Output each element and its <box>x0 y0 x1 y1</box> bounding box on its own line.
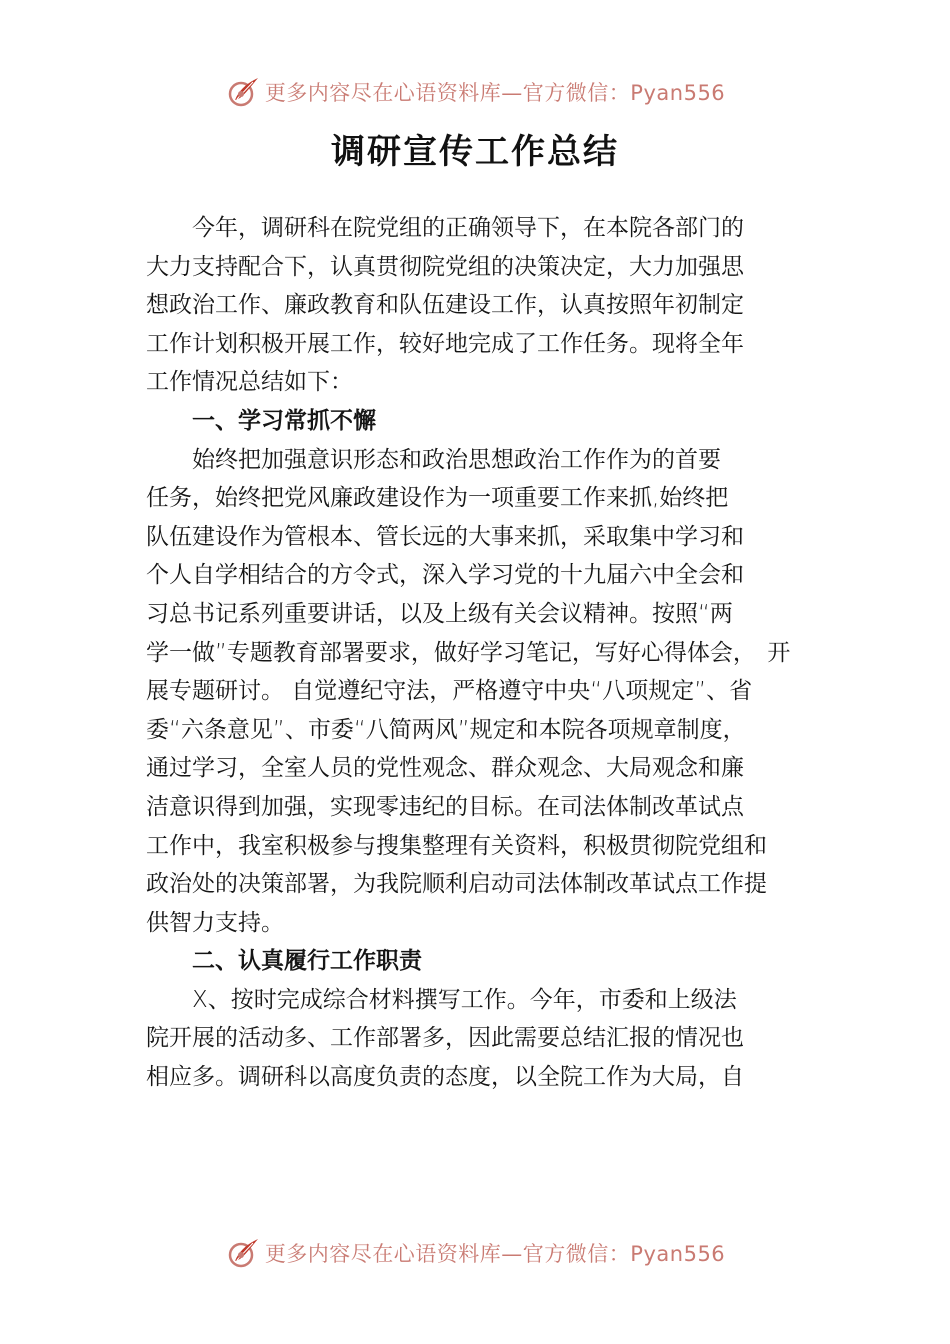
text-line: X、按时完成综合材料撰写工作。今年，市委和上级法 <box>146 986 737 1013</box>
text-line: 工作情况总结如下： <box>146 369 353 396</box>
text-line: 院开展的活动多、工作部署多，因此需要总结汇报的情况也 <box>146 1025 744 1052</box>
text-line: 想政治工作、廉政教育和队伍建设工作，认真按照年初制定 <box>146 292 744 319</box>
text-line: 展专题研讨。 自觉遵纪守法，严格遵守中央“八项规定”、省 <box>146 678 753 705</box>
watermark-header <box>0 72 950 112</box>
text-line: 工作计划积极开展工作，较好地完成了工作任务。现将全年 <box>146 330 744 357</box>
text-line: 队伍建设作为管根本、管长远的大事来抓，采取集中学习和 <box>146 523 744 550</box>
watermark-footer <box>0 1233 950 1273</box>
text-line: 大力支持配合下，认真贯彻院党组的决策决定，大力加强思 <box>146 253 744 280</box>
text-line: 供智力支持。 <box>146 909 284 936</box>
section-heading: 一、学习常抓不懈 <box>146 407 376 434</box>
watermark-text: 更多内容尽在心语资料库—官方微信：Pyan556 <box>264 81 726 105</box>
text-line: 个人自学相结合的方令式，深入学习党的十九届六中全会和 <box>146 562 744 589</box>
watermark-text: 更多内容尽在心语资料库—官方微信：Pyan556 <box>264 1242 726 1266</box>
document-title: 调研宣传工作总结 <box>331 132 619 172</box>
text-line: 始终把加强意识形态和政治思想政治工作作为的首要 <box>146 446 721 473</box>
text-line: 政治处的决策部署，为我院顺利启动司法体制改革试点工作提 <box>146 871 767 898</box>
section-heading: 二、认真履行工作职责 <box>146 948 422 975</box>
text-line: 工作中，我室积极参与搜集整理有关资料，积极贯彻院党组和 <box>146 832 767 859</box>
text-line: 今年，调研科在院党组的正确领导下，在本院各部门的 <box>146 215 744 241</box>
feather-logo-icon <box>225 1235 261 1271</box>
document-body <box>146 209 818 1097</box>
text-line: 通过学习，全室人员的党性观念、群众观念、大局观念和廉 <box>146 755 744 782</box>
text-line: 习总书记系列重要讲话，以及上级有关会议精神。按照“两 <box>146 600 733 627</box>
text-line: 任务，始终把党风廉政建设作为一项重要工作来抓,始终把 <box>146 485 729 512</box>
text-line: 委“六条意见”、市委“八简两风”规定和本院各项规章制度， <box>146 716 746 743</box>
text-line: 相应多。调研科以高度负责的态度，以全院工作为大局，自 <box>146 1064 744 1091</box>
text-line: 洁意识得到加强，实现零违纪的目标。在司法体制改革试点 <box>146 793 744 820</box>
feather-logo-icon <box>225 74 261 110</box>
text-line: 学一做”专题教育部署要求，做好学习笔记，写好心得体会， 开 <box>146 639 791 666</box>
